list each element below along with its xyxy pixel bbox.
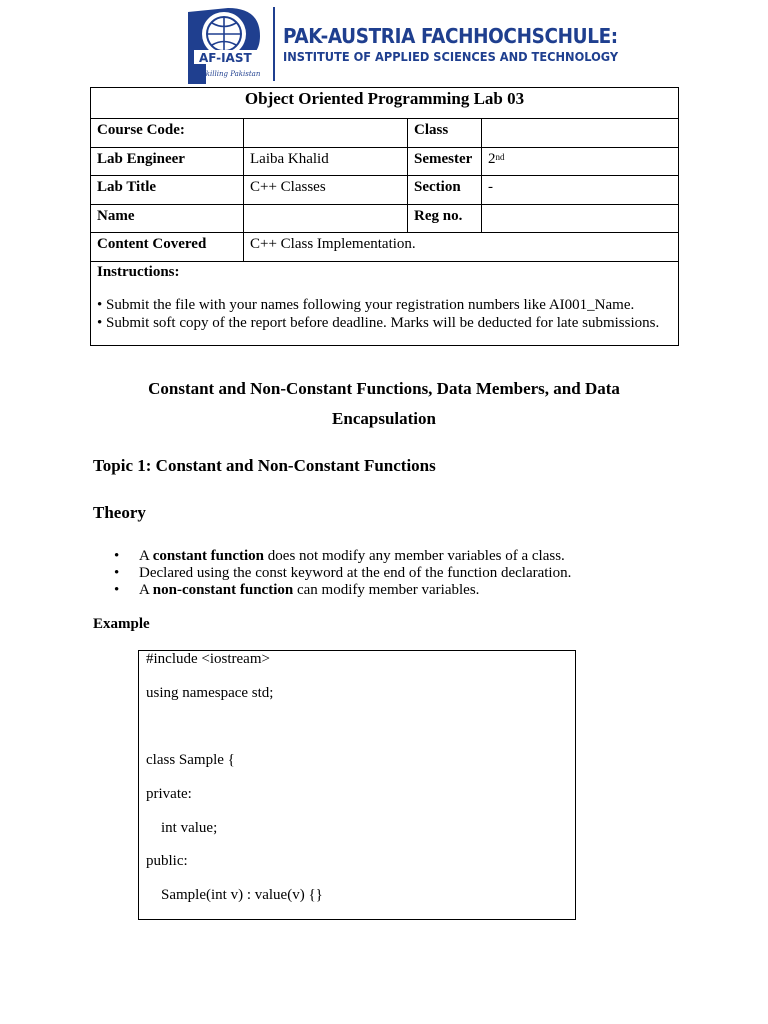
bullet-text: does not modify any member variables of a class.	[264, 548, 565, 564]
reg-no-value	[482, 205, 679, 233]
bullet-symbol: •	[114, 548, 120, 564]
instruction-item: • Submit soft copy of the report before deadline. Marks will be deducted for late submissions.	[97, 315, 660, 331]
section-heading-line: Encapsulation	[332, 409, 436, 428]
lab-info-table	[90, 87, 679, 346]
content-covered-label: Content Covered	[91, 233, 244, 262]
code-line: int value;	[146, 820, 218, 836]
code-line: private:	[146, 786, 192, 802]
instruction-item: • Submit the file with your names following your registration numbers like AI001_Name.	[97, 297, 635, 313]
code-example-box	[138, 650, 576, 920]
code-line: Sample(int v) : value(v) {}	[146, 887, 323, 903]
name-value	[244, 205, 408, 233]
section-label: Section	[408, 176, 482, 205]
list-item	[114, 548, 714, 565]
instructions-label: Instructions:	[97, 264, 180, 280]
table-row	[91, 262, 679, 346]
reg-no-label: Reg no.	[408, 205, 482, 233]
example-label: Example	[93, 616, 150, 632]
section-heading-line: Constant and Non-Constant Functions, Data Members, and Data	[148, 379, 620, 398]
bullet-text: A	[139, 582, 153, 598]
lab-title-heading: Object Oriented Programming Lab 03	[91, 88, 679, 119]
header-divider	[273, 7, 275, 81]
code-line: #include <iostream>	[146, 651, 270, 667]
course-code-value	[244, 119, 408, 148]
class-label: Class	[408, 119, 482, 148]
lab-engineer-label: Lab Engineer	[91, 148, 244, 176]
institution-subtitle: INSTITUTE OF APPLIED SCIENCES AND TECHNOLOGY	[283, 50, 619, 64]
code-line: public:	[146, 853, 188, 869]
code-line: using namespace std;	[146, 685, 274, 701]
section-value: -	[482, 176, 679, 205]
table-row	[91, 233, 679, 262]
theory-bullet-list	[114, 548, 714, 599]
lab-title-label: Lab Title	[91, 176, 244, 205]
list-item	[114, 582, 714, 599]
list-item	[114, 565, 714, 582]
semester-label: Semester	[408, 148, 482, 176]
instructions-cell	[91, 262, 679, 346]
lab-engineer-value: Laiba Khalid	[244, 148, 408, 176]
content-covered-value: C++ Class Implementation.	[244, 233, 679, 262]
institution-name: PAK-AUSTRIA FACHHOCHSCHULE:	[283, 24, 618, 48]
table-row	[91, 176, 679, 205]
bullet-bold-text: constant function	[152, 548, 265, 564]
table-row	[91, 205, 679, 233]
lab-title-value: C++ Classes	[244, 176, 408, 205]
semester-value: 2	[488, 151, 496, 167]
course-code-label: Course Code:	[91, 119, 244, 148]
bullet-text: Declared using the const keyword at the end of the function declaration.	[139, 565, 572, 581]
logo-tagline: Skilling Pakistan	[201, 70, 261, 78]
logo-text: AF-IAST	[199, 51, 252, 65]
table-row	[91, 88, 679, 119]
table-row	[91, 148, 679, 176]
name-label: Name	[91, 205, 244, 233]
semester-cell	[482, 148, 679, 176]
theory-heading: Theory	[93, 503, 146, 522]
semester-suffix: nd	[495, 152, 505, 162]
bullet-symbol: •	[114, 582, 120, 598]
code-line: class Sample {	[146, 752, 235, 768]
bullet-text: can modify member variables.	[293, 582, 480, 598]
class-value	[482, 119, 679, 148]
bullet-symbol: •	[114, 565, 120, 581]
topic-heading: Topic 1: Constant and Non-Constant Functions	[93, 456, 436, 475]
table-row	[91, 119, 679, 148]
institute-logo	[172, 6, 272, 86]
bullet-text: A	[139, 548, 153, 564]
section-heading	[90, 374, 678, 434]
bullet-bold-text: non-constant function	[152, 582, 294, 598]
